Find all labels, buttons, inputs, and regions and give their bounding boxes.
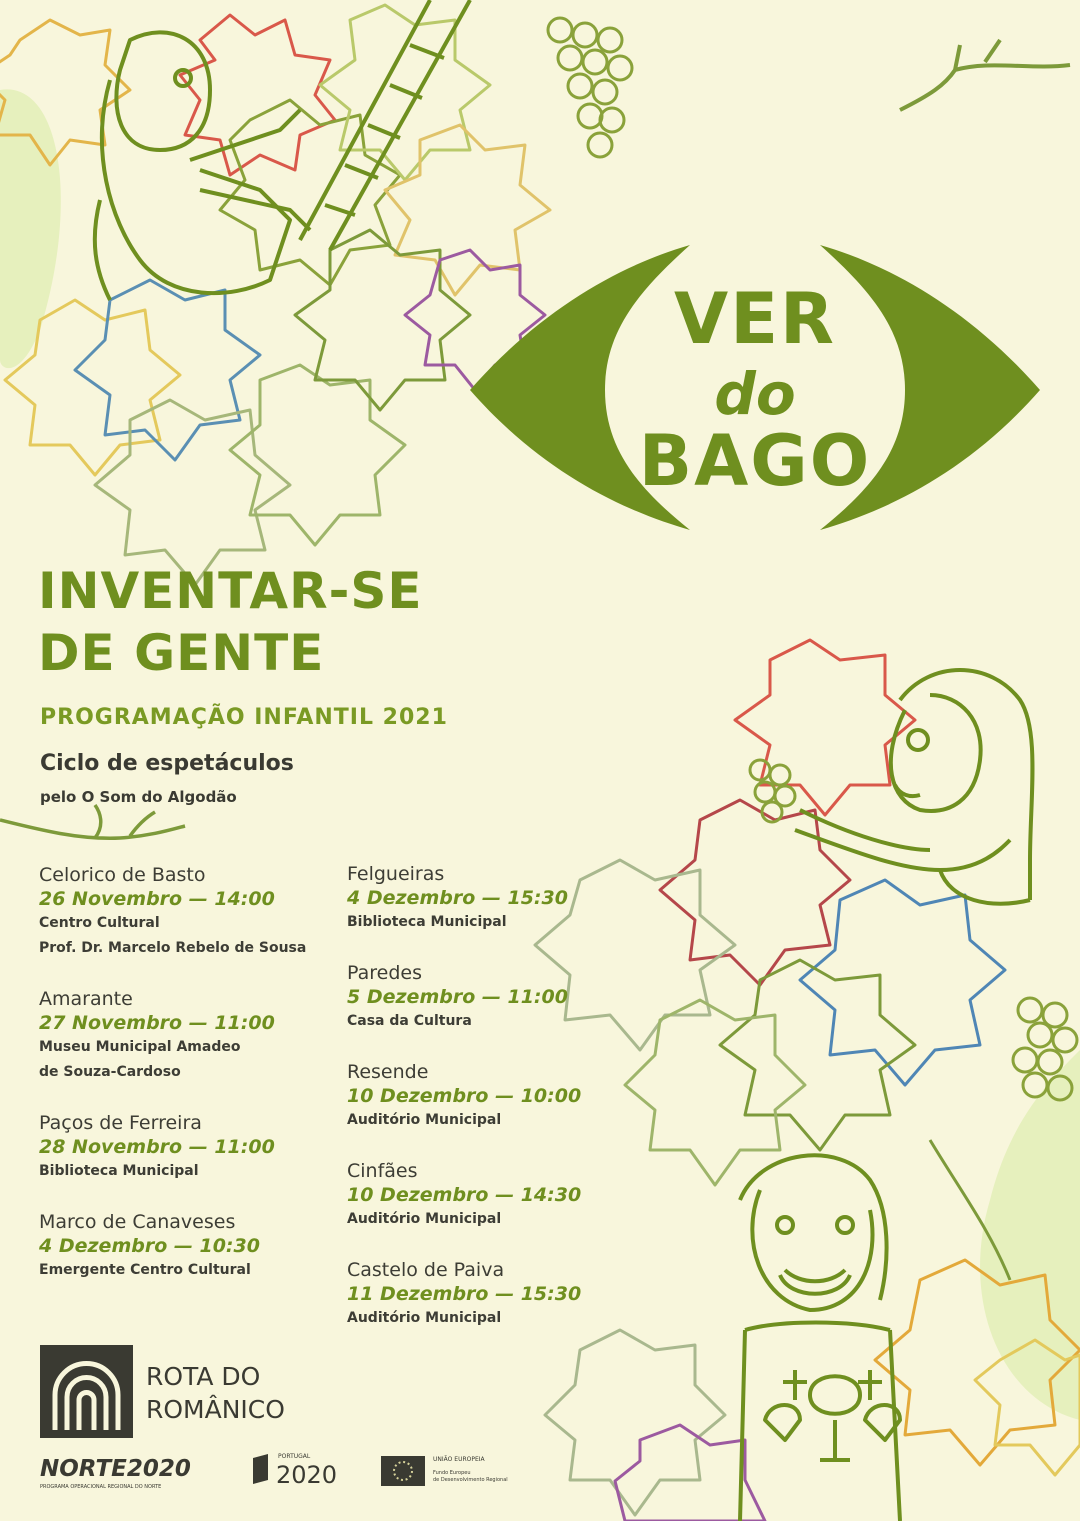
cycle-byline: pelo O Som do Algodão [40,788,237,806]
grapes-right [750,760,1077,1100]
event-place: Paços de Ferreira [39,1112,202,1134]
grapes-top [548,18,632,157]
twig-left [0,805,185,838]
eu-logo-sub2: de Desenvolvimento Regional [433,1477,508,1483]
event-venue: Centro Cultural [39,915,160,931]
event-date: 4 Dezembro — 10:30 [39,1235,260,1257]
portugal-2020-mark [253,1454,268,1484]
event-date: 10 Dezembro — 10:00 [347,1085,582,1107]
woman-figure [795,670,1033,904]
logo-title-do: do [714,360,796,428]
rota-do-romanico-logo-text [146,1360,285,1426]
event-place: Castelo de Paiva [347,1259,505,1281]
event-place: Paredes [347,962,422,984]
norte2020-caption: PROGRAMA OPERACIONAL REGIONAL DO NORTE [40,1484,162,1490]
figure-with-ladder [95,0,470,300]
cycle-heading: Ciclo de espetáculos [40,751,294,776]
man-figure [740,1155,900,1521]
event-item [347,1258,647,1331]
event-venue: Biblioteca Municipal [39,1163,199,1179]
event-item [39,1111,339,1184]
norte2020-logo: NORTE2020 [40,1456,191,1482]
event-place: Felgueiras [347,863,445,885]
event-venue: Casa da Cultura [347,1013,472,1029]
event-place: Cinfães [347,1160,418,1182]
title-line-1: INVENTAR-SE [38,562,423,620]
eu-logo-title: UNIÃO EUROPEIA [433,1456,485,1463]
logo-title-bago: BAGO [638,420,872,502]
rota-logo-mark [40,1345,133,1438]
event-venue: Emergente Centro Cultural [39,1262,251,1278]
event-venue: Biblioteca Municipal [347,914,507,930]
event-item [347,1159,647,1232]
rota-line-1: ROTA DO [146,1362,261,1391]
event-item [39,987,339,1085]
event-date: 10 Dezembro — 14:30 [347,1184,582,1206]
event-date: 4 Dezembro — 15:30 [347,887,568,909]
event-item [347,1060,647,1133]
event-date: 27 Novembro — 11:00 [39,1012,275,1034]
portugal2020-logo: 2020 [276,1461,338,1489]
event-date: 11 Dezembro — 15:30 [347,1283,582,1305]
eu-logo-sub1: Fundo Europeu [433,1470,471,1476]
event-place: Amarante [39,988,133,1010]
event-venue: Museu Municipal Amadeo [39,1039,241,1055]
event-venue: Auditório Municipal [347,1310,502,1326]
event-item [347,961,647,1034]
event-item [39,863,339,961]
title-line-2: DE GENTE [38,624,325,682]
rota-line-2: ROMÂNICO [146,1395,285,1424]
event-place: Marco de Canaveses [39,1211,236,1233]
event-date: 26 Novembro — 14:00 [39,888,275,910]
event-item [39,1210,339,1283]
event-venue: Auditório Municipal [347,1211,502,1227]
event-venue-line2: Prof. Dr. Marcelo Rebelo de Sousa [39,940,307,956]
event-date: 28 Novembro — 11:00 [39,1136,275,1158]
event-venue: Auditório Municipal [347,1112,502,1128]
page-subtitle: PROGRAMAÇÃO INFANTIL 2021 [40,705,448,730]
page-title [38,560,558,684]
event-item [347,862,647,935]
twig-top-right [900,40,1070,110]
event-venue-line2: de Souza-Cardoso [39,1064,181,1080]
eu-flag [381,1456,425,1486]
event-place: Resende [347,1061,429,1083]
event-place: Celorico de Basto [39,864,206,886]
portugal2020-caption: PORTUGAL [278,1453,311,1460]
event-date: 5 Dezembro — 11:00 [347,986,568,1008]
vine-leaves-top-illustration [0,5,550,585]
logo-title-ver: VER [674,278,836,360]
